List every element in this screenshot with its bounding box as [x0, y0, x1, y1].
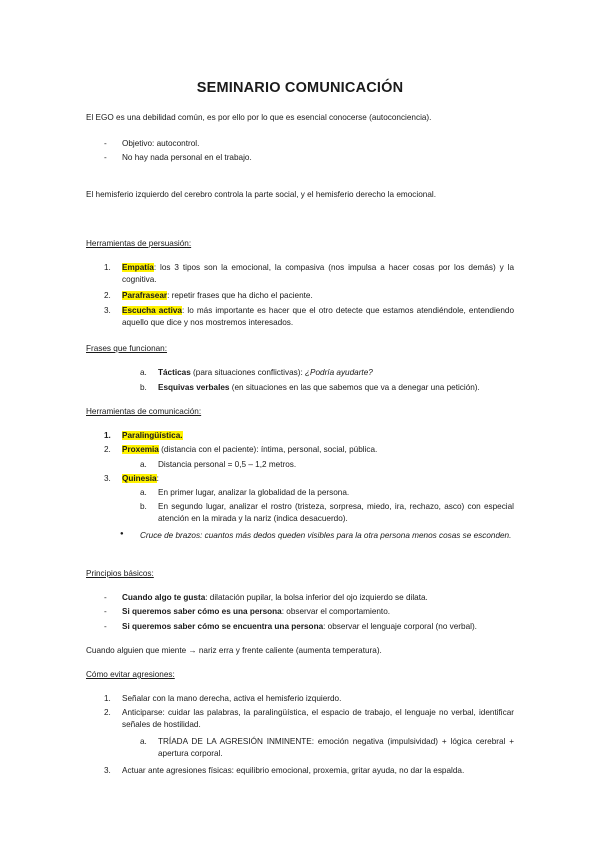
item-term: Si queremos saber cómo es una persona [122, 607, 282, 616]
frases-item-tacticas [158, 367, 373, 379]
comunicacion-item-quinesia [122, 473, 159, 485]
persuasion-item-escucha [122, 305, 514, 329]
hemisferio-text: El hemisferio izquierdo del cerebro controla la parte social, y el hemisferio derecho la emocional. [86, 190, 436, 199]
intro-bullet-2: No hay nada personal en el trabajo. [122, 153, 252, 162]
dash-marker: - [104, 593, 107, 602]
intro-bullet-1: Objetivo: autocontrol. [122, 139, 200, 148]
item-term: Si queremos saber cómo se encuentra una persona [122, 622, 324, 631]
highlight-term: Quinesia [122, 474, 157, 483]
item-text: : los 3 tipos son la emocional, la compasiva (nos impulsa a hacer cosas por los demás) y la cognitiva. [122, 263, 514, 284]
miente-text: Cuando alguien que miente → nariz erra y frente caliente (aumenta temperatura). [86, 646, 382, 655]
item-text: : observar el comportamiento. [281, 607, 391, 616]
highlight-term: Proxemia [122, 445, 159, 454]
list-number: 1. [104, 694, 111, 703]
item-text: : [156, 474, 159, 483]
list-number: 2. [104, 708, 111, 717]
persuasion-heading: Herramientas de persuasión: [86, 239, 192, 248]
item-text: (en situaciones en las que sabemos que va a denegar una petición). [229, 383, 480, 392]
list-number: 2. [104, 445, 111, 454]
list-letter: b. [140, 383, 147, 392]
agresion-item-2: Anticiparse: cuidar las palabras, la paralingüística, el espacio de trabajo, el lenguaje no verbal, identificar señales de hostilidad. [122, 708, 514, 729]
principio-item-1 [122, 592, 428, 604]
list-letter: a. [140, 368, 147, 377]
agresion-item-1: Señalar con la mano derecha, activa el hemisferio izquierdo. [122, 694, 342, 703]
persuasion-item-empatia [122, 262, 514, 286]
dash-marker: - [104, 153, 107, 162]
item-term: Cuando algo te gusta [122, 593, 206, 602]
item-text: : lo más importante es hacer que el otro detecte que estamos atendiéndole, entendiendo aquello que dice y nos mostremos interesados. [122, 306, 515, 327]
item-text: (distancia con el paciente): íntima, personal, social, pública. [158, 445, 378, 454]
dash-marker: - [104, 607, 107, 616]
item-italic: ¿Podría ayudarte? [305, 368, 373, 377]
list-letter: a. [140, 488, 147, 497]
list-number: 2. [104, 291, 111, 300]
item-text: : repetir frases que ha dicho el paciente. [167, 291, 313, 300]
list-letter: b. [140, 502, 147, 511]
list-number: 3. [104, 766, 111, 775]
comunicacion-item-proxemia [122, 444, 377, 456]
principio-item-3 [122, 621, 477, 633]
frases-item-esquivas [158, 382, 480, 394]
quinesia-sub-a: En primer lugar, analizar la globalidad de la persona. [158, 488, 350, 497]
agresion-item-3: Actuar ante agresiones físicas: equilibrio emocional, proxemia, gritar ayuda, no dar la espalda. [122, 766, 465, 775]
principio-item-2 [122, 606, 390, 618]
item-text: : observar el lenguaje corporal (no verbal). [323, 622, 477, 631]
item-text: (para situaciones conflictivas): [190, 368, 305, 377]
dash-marker: - [104, 622, 107, 631]
list-number: 3. [104, 474, 111, 483]
highlight-term: Paralingüística. [122, 431, 183, 440]
principios-heading: Principios básicos: [86, 569, 154, 578]
highlight-term: Parafrasear [122, 291, 168, 300]
list-letter: a. [140, 460, 147, 469]
item-term: Tácticas [158, 368, 191, 377]
page-title: SEMINARIO COMUNICACIÓN [196, 80, 404, 96]
item-text: : dilatación pupilar, la bolsa inferior del ojo izquierdo se dilata. [205, 593, 428, 602]
item-term: Esquivas verbales [158, 383, 230, 392]
highlight-term: Escucha activa [122, 306, 182, 315]
quinesia-sub-b: En segundo lugar, analizar el rostro (tristeza, sorpresa, miedo, ira, rechazo, asco) con especial atención en la mirada y la nariz (indica desacuerdo). [158, 502, 514, 523]
list-number: 1. [104, 431, 111, 440]
comunicacion-heading: Herramientas de comunicación: [86, 407, 202, 416]
triada-text: TRÍADA DE LA AGRESIÓN INMINENTE: emoción negativa (impulsividad) + lógica cerebral + apertura corporal. [158, 737, 514, 758]
list-letter: a. [140, 737, 147, 746]
persuasion-item-parafrasear [122, 290, 313, 302]
highlight-term: Empatía [122, 263, 154, 272]
intro-text: El EGO es una debilidad común, es por ello por lo que es esencial conocerse (autoconciencia). [86, 113, 432, 122]
bullet-dot: ● [120, 531, 124, 537]
proxemia-sub: Distancia personal = 0,5 – 1,2 metros. [158, 460, 297, 469]
frases-heading: Frases que funcionan: [86, 344, 168, 353]
comunicacion-item-paralinguistica [122, 430, 183, 442]
agresiones-heading: Cómo evitar agresiones: [86, 670, 175, 679]
dash-marker: - [104, 139, 107, 148]
list-number: 3. [104, 306, 111, 315]
quinesia-bullet: Cruce de brazos: cuantos más dedos queden visibles para la otra persona menos cosas se esconden. [140, 531, 512, 540]
list-number: 1. [104, 263, 111, 272]
